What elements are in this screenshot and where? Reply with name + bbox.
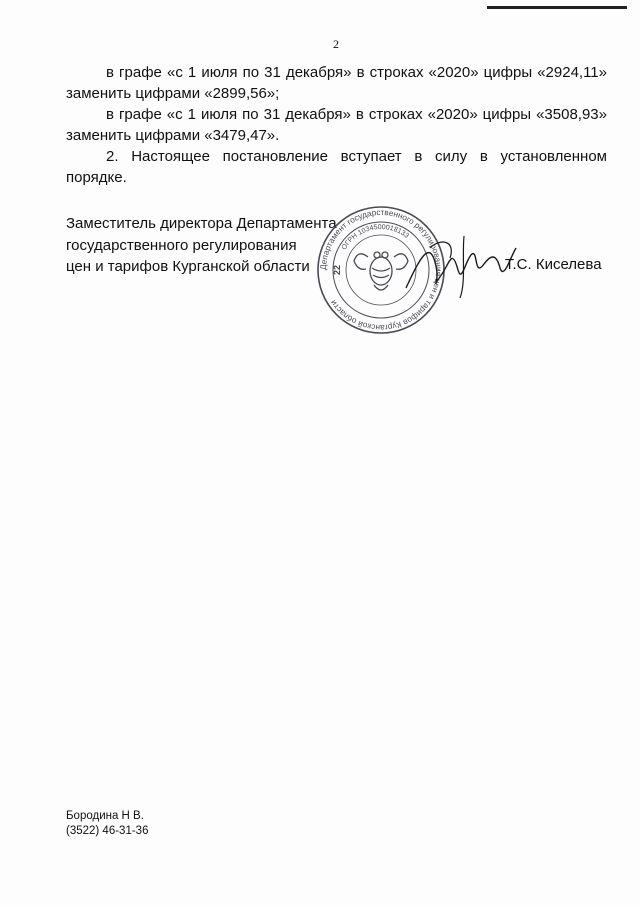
paragraph-3-line-1: 2. Настоящее постановление вступает в силу в установленном <box>106 148 607 165</box>
executor-phone: (3522) 46-31-36 <box>66 825 149 837</box>
paragraph-2-line-2: заменить цифрами «3479,47». <box>66 127 280 144</box>
executor-name: Бородина Н В. <box>66 810 144 822</box>
paragraph-2-line-1: в графе «с 1 июля по 31 декабря» в строках «2020» цифры «3508,93» <box>106 106 607 123</box>
signatory-title-line-1: Заместитель директора Департамента <box>66 215 337 232</box>
handwritten-signature <box>400 218 520 308</box>
paragraph-1-line-1: в графе «с 1 июля по 31 декабря» в строках «2020» цифры «2924,11» <box>106 64 607 81</box>
signatory-title-line-2: государственного регулирования <box>66 236 297 254</box>
paragraph-3-line-2: порядке. <box>66 169 127 186</box>
paragraph-1-line-2: заменить цифрами «2899,56»; <box>66 85 280 102</box>
seal-outer-text: Департамент государственного регулирования цен и тарифов Курганской области <box>318 207 444 333</box>
seal-number: 22 <box>332 264 342 275</box>
top-edge-line <box>487 6 627 9</box>
page-number: 2 <box>333 37 339 51</box>
signatory-title <box>66 213 337 278</box>
seal-ogrn-text: ОГРН 1034500018133 <box>340 223 410 252</box>
signatory-title-line-3: цен и тарифов Курганской области <box>66 258 310 275</box>
signatory-name: Т.С. Киселева <box>505 256 602 273</box>
executor-info <box>66 809 148 839</box>
